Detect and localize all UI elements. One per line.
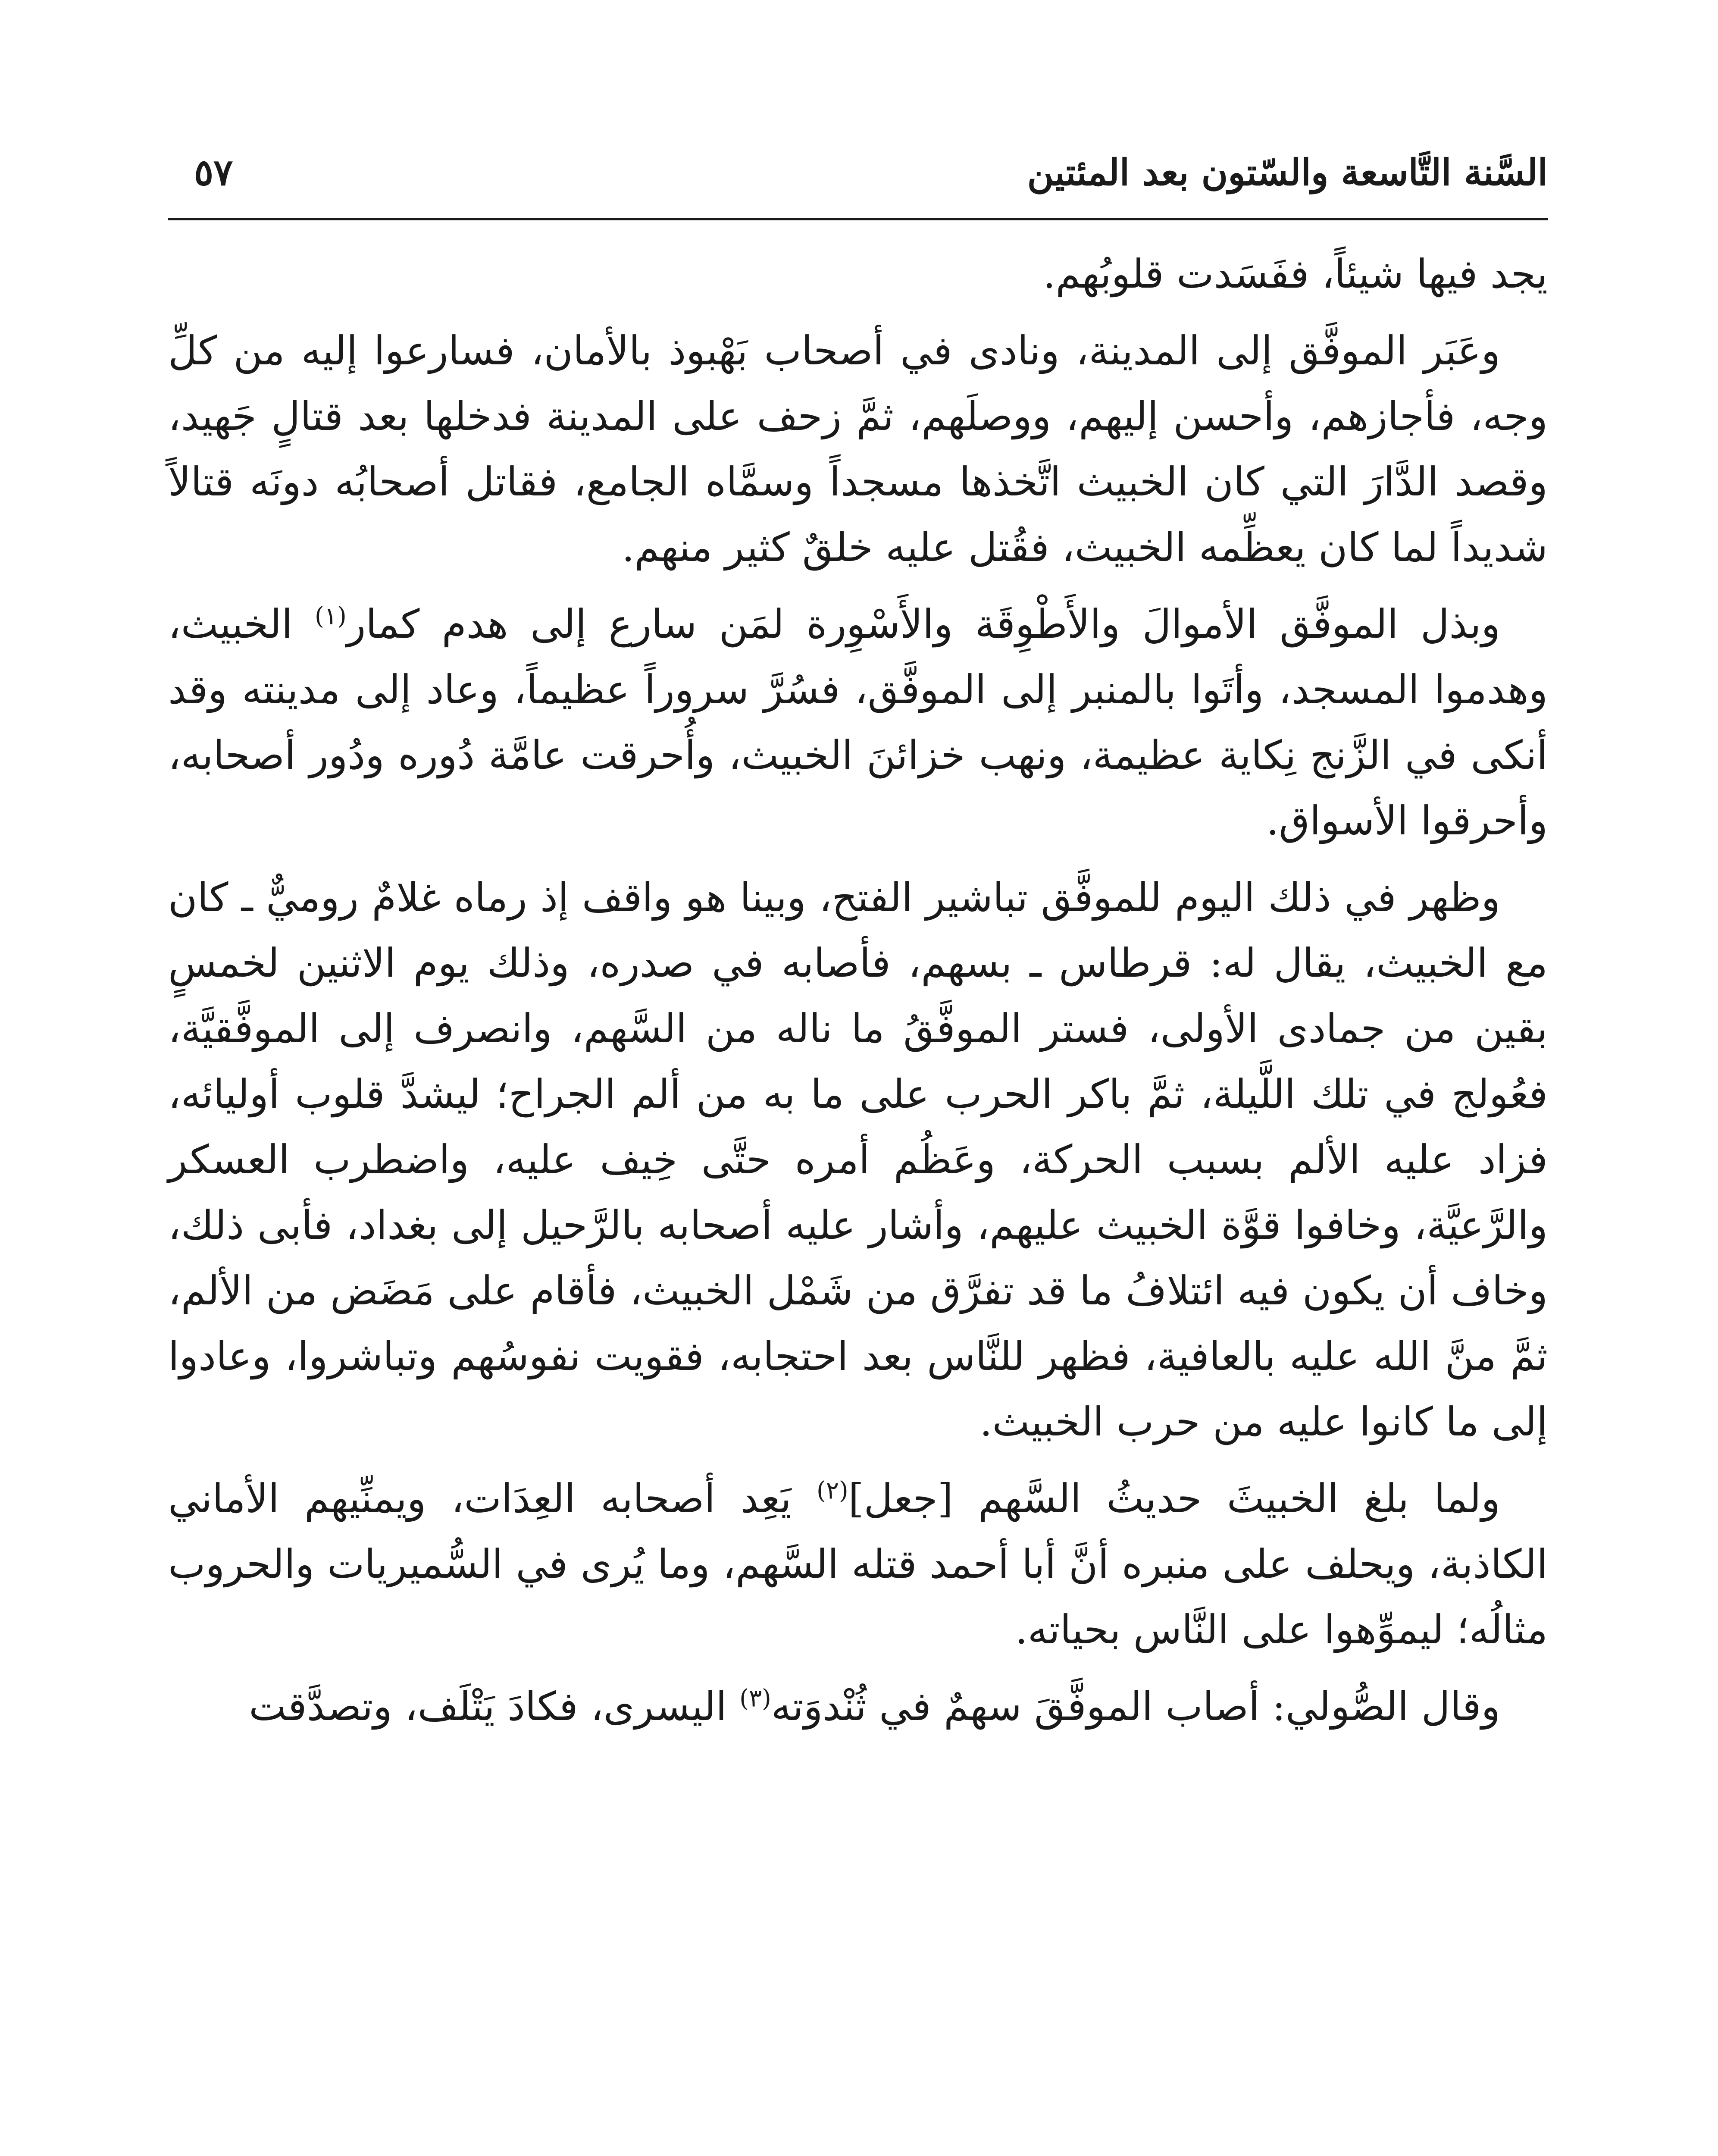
paragraph-6-part-1: وقال الصُّولي: أصاب الموفَّقَ سهمٌ في ثُنْدوَته: [771, 1683, 1500, 1730]
paragraph-6: [168, 1674, 1548, 1739]
paragraph-3-part-2: الخبيث، وهدموا المسجد، وأتَوا بالمنبر إلى الموفَّق، فسُرَّ سروراً عظيماً، وعاد إلى مدينته وقد أنكى في الزَّنج نِكاية عظيمة، ونهب خزائنَ الخبيث، وأُحرقت عامَّة دُوره ودُور أصحابه، وأحرقوا الأسواق.: [168, 601, 1548, 844]
paragraph-1: يجد فيها شيئاً، ففَسَدت قلوبُهم.: [1043, 251, 1548, 297]
footnote-ref-3: (٣): [739, 1684, 771, 1713]
header-rule: [168, 218, 1548, 220]
paragraph-3: [168, 592, 1548, 854]
footnote-ref-1: (١): [315, 602, 347, 630]
main-text: [168, 241, 1548, 1751]
page-header: [168, 142, 1548, 207]
paragraph-4: وظهر في ذلك اليوم للموفَّق تباشير الفتح، وبينا هو واقف إذ رماه غلامٌ روميٌّ ـ كان مع الخبيث، يقال له: قرطاس ـ بسهم، فأصابه في صدره، وذلك يوم الاثنين لخمسٍ بقين من جمادى الأولى، فستر الموفَّقُ ما ناله من السَّهم، وانصرف إلى الموفَّقيَّة، فعُولج في تلك اللَّيلة، ثمَّ باكر الحرب على ما به من ألم الجراح؛ ليشدَّ قلوب أوليائه، فزاد عليه الألم بسبب الحركة، وعَظُم أمره حتَّى خِيف عليه، واضطرب العسكر والرَّعيَّة، وخافوا قوَّة الخبيث عليهم، وأشار عليه أصحابه بالرَّحيل إلى بغداد، فأبى ذلك، وخاف أن يكون فيه ائتلافُ ما قد تفرَّق من شَمْل الخبيث، فأقام على مَضَض من الألم، ثمَّ منَّ الله عليه بالعافية، فظهر للنَّاس بعد احتجابه، فقويت نفوسُهم وتباشروا، وعادوا إلى ما كانوا عليه من حرب الخبيث.: [168, 874, 1548, 1445]
paragraph-5-part-1: ولما بلغ الخبيثَ حديثُ السَّهم [جعل]: [848, 1476, 1500, 1522]
paragraph-3-part-1: وبذل الموفَّق الأموالَ والأَطْوِقَة والأَسْوِرة لمَن سارع إلى هدم كمار: [346, 601, 1500, 647]
paragraph-2: وعَبَر الموفَّق إلى المدينة، ونادى في أصحاب بَهْبوذ بالأمان، فسارعوا إليه من كلِّ وجه، فأجازهم، وأحسن إليهم، ووصلَهم، ثمَّ زحف على المدينة فدخلها بعد قتالٍ جَهيد، وقصد الدَّارَ التي كان الخبيث اتَّخذها مسجداً وسمَّاه الجامع، فقاتل أصحابُه دونَه قتالاً شديداً لما كان يعظِّمه الخبيث، فقُتل عليه خلقٌ كثير منهم.: [168, 328, 1548, 570]
paragraph-5-part-2: يَعِد أصحابه العِدَات، ويمنِّيهم الأماني الكاذبة، ويحلف على منبره أنَّ أبا أحمد قتله السَّهم، وما يُرى في السُّميريات والحروب مثالُه؛ ليموِّهوا على النَّاس بحياته.: [168, 1476, 1548, 1653]
page-number: ٥٧: [194, 151, 233, 194]
paragraph-6-part-2: اليسرى، فكادَ يَتْلَف، وتصدَّقت: [249, 1683, 740, 1730]
paragraph-5: [168, 1466, 1548, 1663]
running-title: السَّنة التَّاسعة والسّتون بعد المئتين: [1027, 151, 1548, 194]
footnote-ref-2: (٢): [816, 1476, 848, 1505]
